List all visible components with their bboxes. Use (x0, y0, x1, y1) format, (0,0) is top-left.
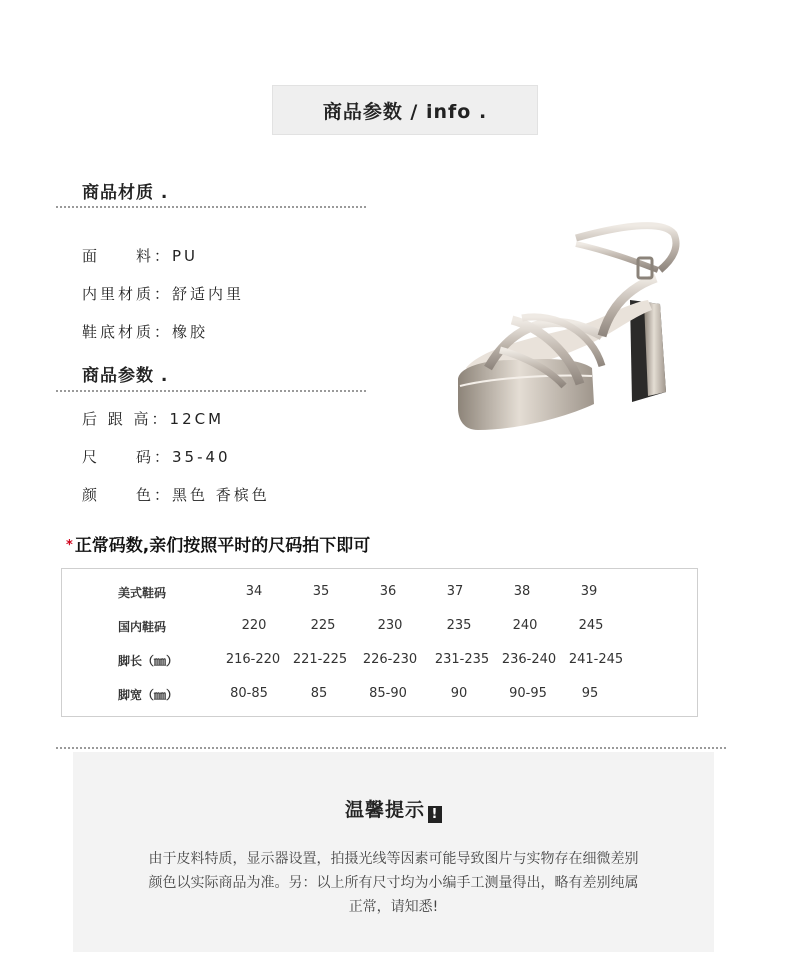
table-cell: 221-225 (292, 652, 348, 667)
material-row-lining (82, 283, 244, 304)
material-row-fabric (82, 245, 198, 266)
params-row-label: 颜 色： (82, 486, 173, 504)
table-cell: 85 (310, 686, 328, 701)
params-row-value: 黑色 香槟色 (172, 486, 270, 504)
table-cell: 35 (312, 584, 330, 599)
params-row-label: 尺 码： (82, 448, 173, 466)
params-row-value: 35-40 (172, 448, 231, 466)
table-row-header: 美式鞋码 (118, 586, 167, 600)
params-row-color (82, 484, 270, 505)
params-divider (56, 390, 366, 392)
tips-title-text: 温馨提示 (344, 799, 425, 821)
table-cell: 37 (446, 584, 464, 599)
material-row-label: 内里材质： (82, 285, 173, 303)
table-cell: 39 (580, 584, 598, 599)
table-cell: 236-240 (501, 652, 557, 667)
material-row-value: PU (172, 247, 199, 265)
table-cell: 90-95 (509, 686, 547, 701)
tips-panel (73, 752, 714, 952)
table-row (62, 652, 697, 672)
table-cell: 240 (512, 618, 538, 633)
table-row-header: 脚宽（㎜） (118, 688, 179, 702)
table-row (62, 584, 697, 604)
tips-text (103, 847, 684, 919)
table-cell: 80-85 (230, 686, 268, 701)
tips-line: 正常，请知悉! (348, 899, 439, 915)
table-cell: 245 (578, 618, 604, 633)
table-cell: 226-230 (362, 652, 418, 667)
table-cell: 90 (450, 686, 468, 701)
info-banner: 商品参数 / info . (272, 85, 538, 135)
material-row-sole (82, 321, 208, 342)
table-cell: 38 (513, 584, 531, 599)
table-cell: 235 (446, 618, 472, 633)
table-cell: 34 (245, 584, 263, 599)
params-row-value: 12CM (169, 410, 225, 428)
table-cell: 241-245 (568, 652, 624, 667)
table-cell: 36 (379, 584, 397, 599)
table-cell: 230 (377, 618, 403, 633)
exclamation-icon: ! (428, 806, 442, 823)
required-star: * (66, 538, 73, 553)
size-notice-text: 正常码数,亲们按照平时的尺码拍下即可 (74, 536, 371, 556)
platform-sandal-image (452, 208, 692, 440)
material-row-value: 橡胶 (172, 323, 209, 341)
table-cell: 95 (581, 686, 599, 701)
table-cell: 220 (241, 618, 267, 633)
params-row-label: 后 跟 高： (82, 410, 170, 428)
params-section-title: 商品参数 . (82, 366, 169, 386)
table-row-header: 脚长（㎜） (118, 654, 179, 668)
tips-line: 由于皮料特质，显示器设置，拍摄光线等因素可能导致图片与实物存在细微差别 (148, 851, 639, 867)
table-row-header: 国内鞋码 (118, 620, 167, 634)
table-cell: 231-235 (434, 652, 490, 667)
size-notice (66, 531, 370, 556)
material-row-value: 舒适内里 (172, 285, 245, 303)
tips-divider (56, 747, 726, 749)
tips-title (73, 795, 714, 823)
table-cell: 216-220 (225, 652, 281, 667)
table-row (62, 618, 697, 638)
material-divider (56, 206, 366, 208)
params-row-size (82, 446, 231, 467)
material-row-label: 鞋底材质： (82, 323, 173, 341)
tips-line: 颜色以实际商品为准。另：以上所有尺寸均为小编手工测量得出，略有差别纯属 (148, 875, 639, 891)
size-table (61, 568, 698, 717)
material-section-title: 商品材质 . (82, 183, 169, 203)
params-row-heel (82, 408, 224, 429)
table-cell: 85-90 (369, 686, 407, 701)
material-row-label: 面 料： (82, 247, 173, 265)
table-cell: 225 (310, 618, 336, 633)
table-row (62, 686, 697, 706)
